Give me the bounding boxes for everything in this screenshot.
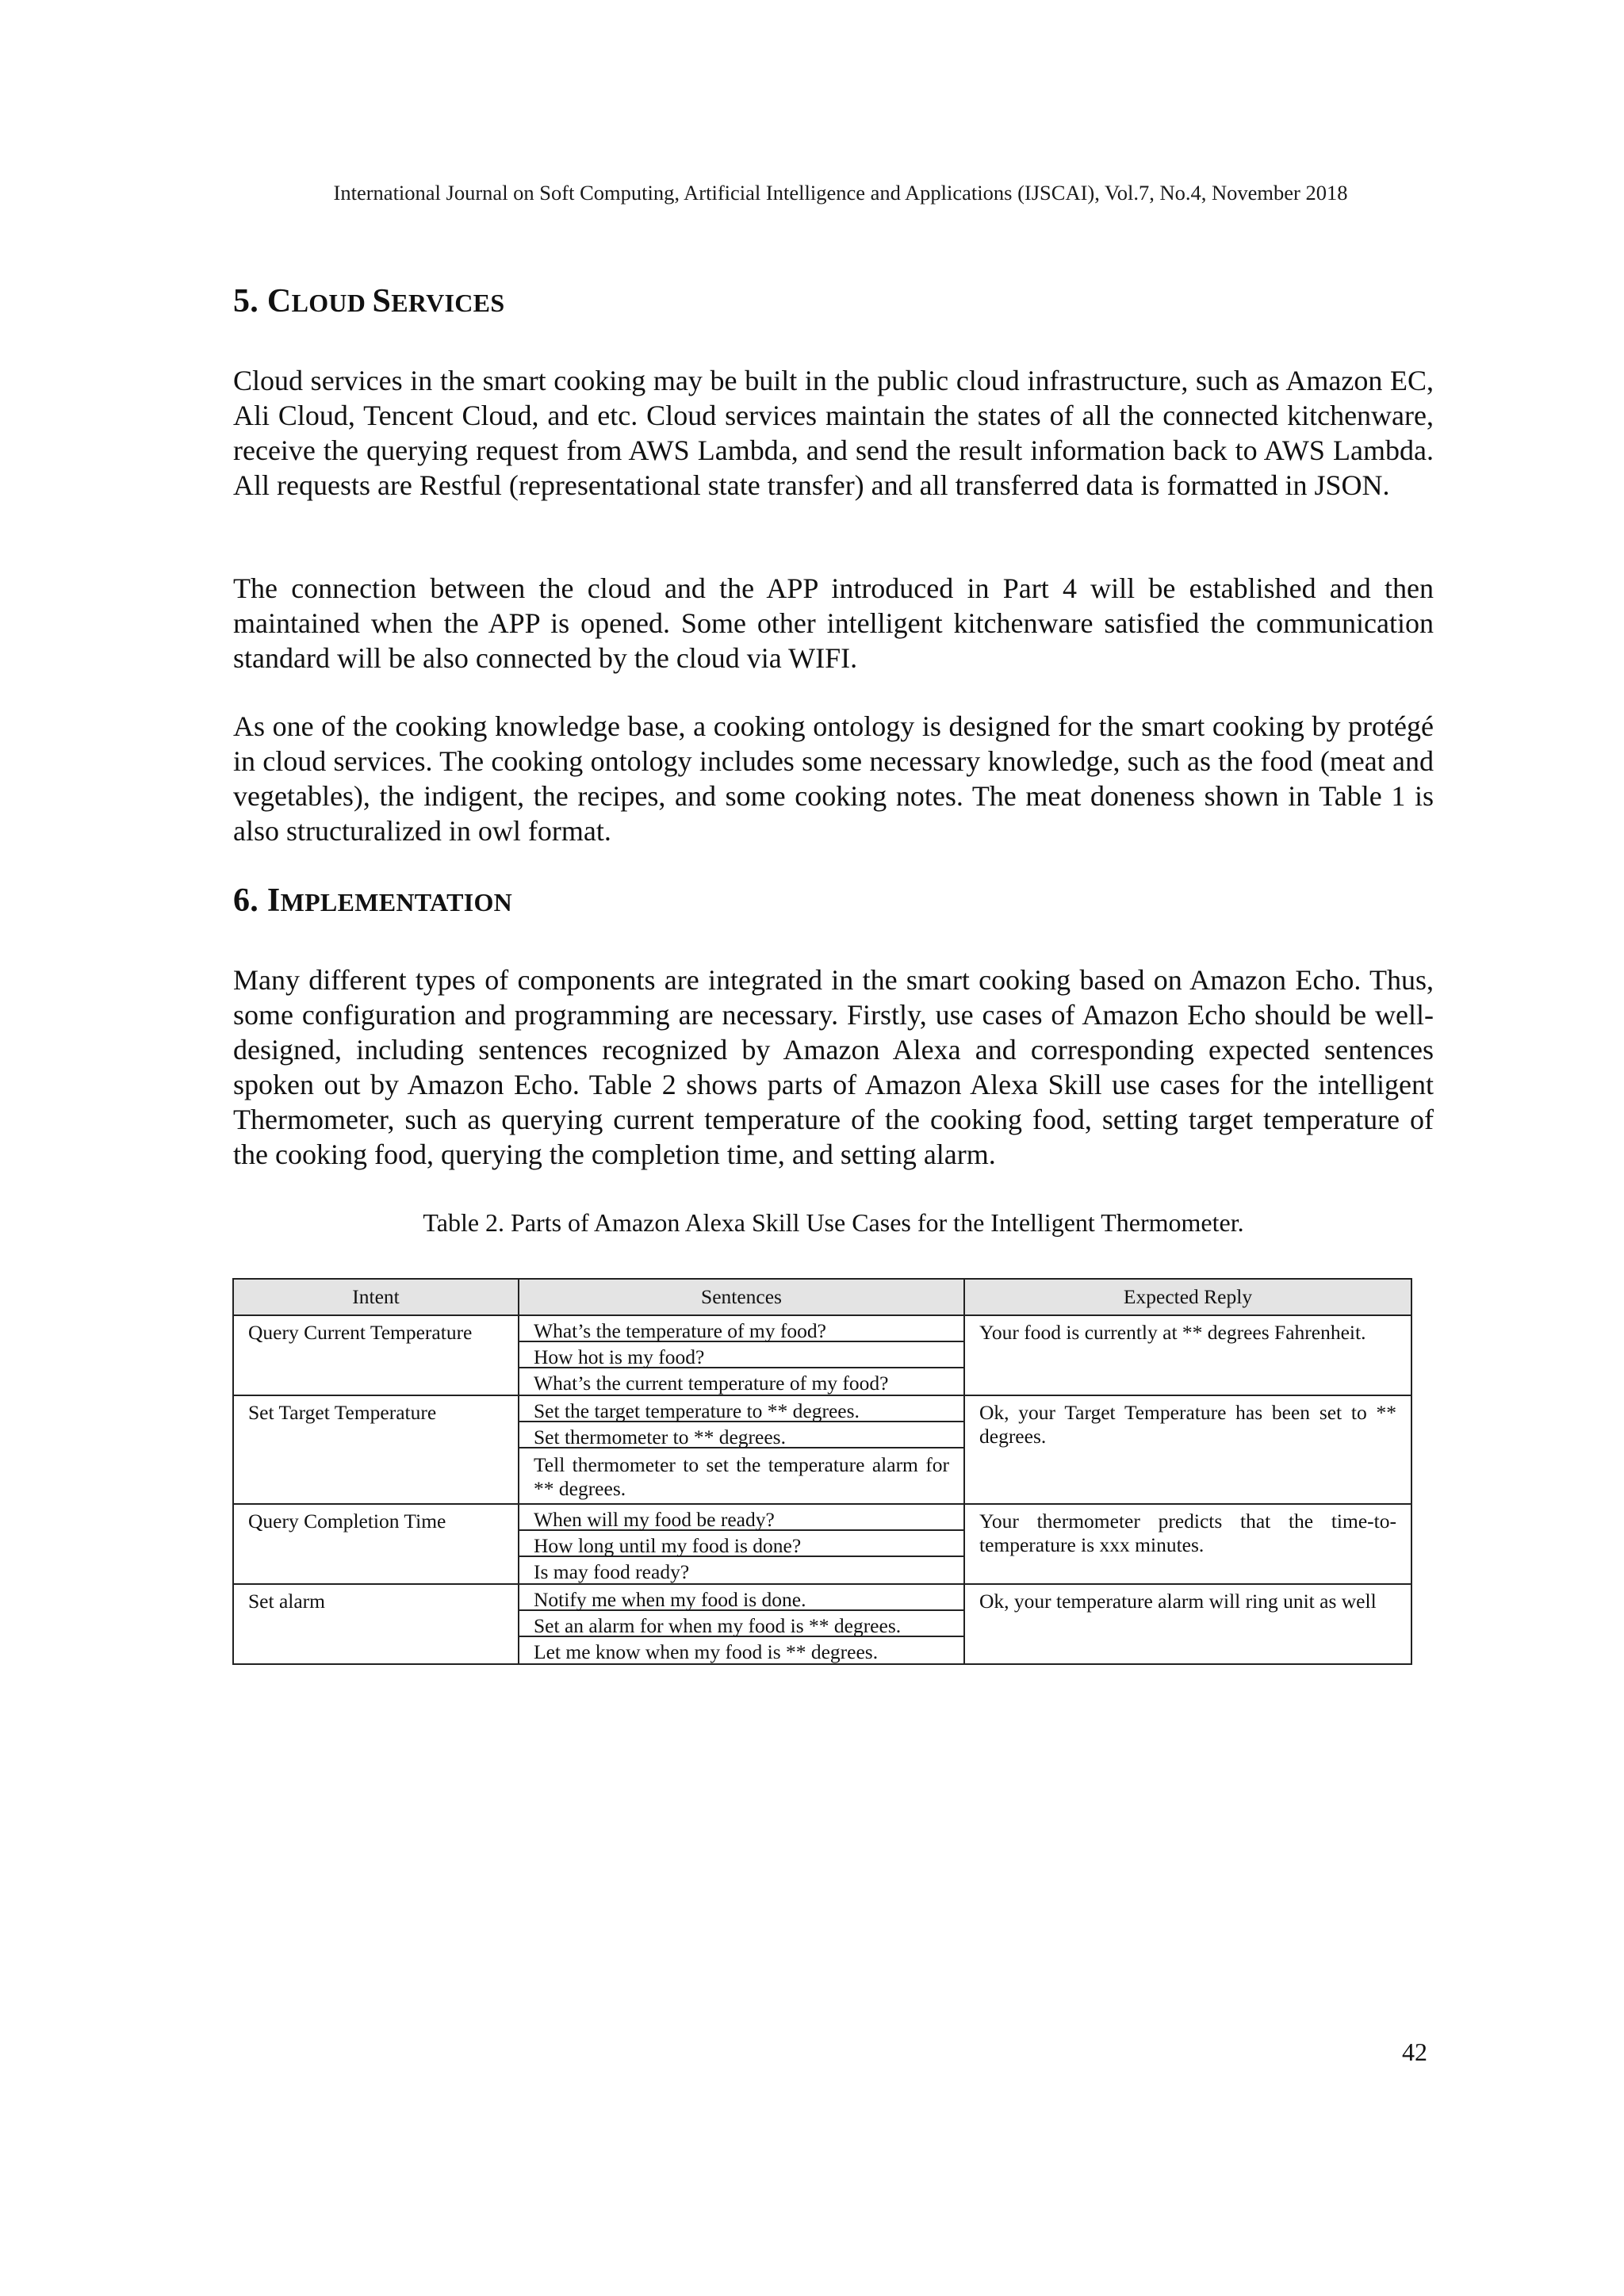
intent-cell: [233, 1315, 519, 1395]
intent-cell: [233, 1504, 519, 1584]
reply-text: Ok, your temperature alarm will ring unit as well: [979, 1590, 1377, 1613]
running-header: International Journal on Soft Computing, Artificial Intelligence and Applications (IJSCAI), Vol.7, No.4, November 2018: [333, 181, 1348, 205]
sentences-cell: [519, 1315, 964, 1395]
section-6-title-cap1: I: [266, 882, 281, 919]
sentence-item: Set an alarm for when my food is ** degrees.: [519, 1611, 963, 1637]
reply-cell: [964, 1315, 1411, 1395]
reply-text: Ok, your Target Temperature has been set to ** degrees.: [979, 1401, 1396, 1448]
intent-cell: [233, 1395, 519, 1504]
intent-text: Query Completion Time: [248, 1510, 446, 1533]
reply-text: Your food is currently at ** degrees Fahrenheit.: [979, 1321, 1366, 1344]
page-number: 42: [1402, 2038, 1427, 2066]
table-2-caption: Table 2. Parts of Amazon Alexa Skill Use Cases for the Intelligent Thermometer.: [423, 1208, 1244, 1237]
header-sentences: Sentences: [519, 1279, 964, 1315]
header-expected-reply: Expected Reply: [964, 1279, 1411, 1315]
sentence-item: Notify me when my food is done.: [519, 1585, 963, 1611]
header-intent: Intent: [233, 1279, 519, 1315]
sentence-item: Set the target temperature to ** degrees.: [519, 1396, 963, 1422]
section-5-title-rest2: ERVICES: [391, 289, 505, 317]
section-5-paragraph-2: The connection between the cloud and the APP introduced in Part 4 will be established and then maintained when the APP is opened. Some other intelligent kitchenware satisfied the communication standard will be also connected by the cloud via WIFI.: [233, 572, 1434, 674]
sentence-item: Let me know when my food is ** degrees.: [534, 1640, 879, 1663]
section-6-paragraph-1: Many different types of components are integrated in the smart cooking based on Amazon Echo. Thus, some configuration and programming are necessary. Firstly, use cases of Amazon Echo should be well-designed, including sentences recognized by Amazon Alexa and corresponding expected sentences spoken out by Amazon Echo. Table 2 shows parts of Amazon Alexa Skill use cases for the intelligent Thermometer, such as querying current temperature of the cooking food, setting target temperature of the cooking food, querying the completion time, and setting alarm.: [233, 964, 1434, 1170]
intent-text: Set Target Temperature: [248, 1401, 437, 1424]
reply-cell: [964, 1584, 1411, 1664]
reply-cell: [964, 1395, 1411, 1504]
section-6-number: 6.: [233, 882, 259, 919]
section-5-heading: [233, 282, 504, 320]
section-5-title-cap1: C: [266, 283, 292, 320]
sentence-item: How hot is my food?: [519, 1342, 963, 1368]
sentences-cell: [519, 1584, 964, 1664]
sentences-cell: [519, 1504, 964, 1584]
table-row: [233, 1315, 1411, 1395]
section-5-paragraph-3: As one of the cooking knowledge base, a cooking ontology is designed for the smart cooking by protégé in cloud services. The cooking ontology includes some necessary knowledge, such as the food (meat and vegetables), the indigent, the recipes, and some cooking notes. The meat doneness shown in Table 1 is also structuralized in owl format.: [233, 710, 1434, 847]
table-header-row: [233, 1279, 1411, 1315]
section-5-title-cap2: S: [372, 283, 392, 320]
reply-cell: [964, 1504, 1411, 1584]
table-row: [233, 1504, 1411, 1584]
sentence-item: What’s the temperature of my food?: [519, 1316, 963, 1342]
sentence-item: Is may food ready?: [534, 1560, 690, 1583]
section-6-title-rest1: MPLEMENTATION: [280, 888, 513, 916]
sentences-cell: [519, 1395, 964, 1504]
sentence-item: Set thermometer to ** degrees.: [519, 1422, 963, 1448]
section-5-number: 5.: [233, 283, 259, 320]
sentence-item: What’s the current temperature of my food?: [534, 1372, 889, 1395]
use-case-table: [232, 1278, 1412, 1665]
section-5-title-rest1: LOUD: [291, 289, 373, 317]
intent-text: Query Current Temperature: [248, 1321, 473, 1344]
sentence-item: Tell thermometer to set the temperature alarm for ** degrees.: [534, 1453, 949, 1500]
intent-text: Set alarm: [248, 1590, 326, 1613]
intent-cell: [233, 1584, 519, 1664]
reply-text: Your thermometer predicts that the time-to-temperature is xxx minutes.: [979, 1510, 1396, 1556]
section-5-paragraph-1: Cloud services in the smart cooking may be built in the public cloud infrastructure, such as Amazon EC, Ali Cloud, Tencent Cloud, and etc. Cloud services maintain the states of all the connected kitchenware, receive the querying request from AWS Lambda, and send the result information back to AWS Lambda. All requests are Restful (representational state transfer) and all transferred data is formatted in JSON.: [233, 365, 1434, 501]
section-6-heading: [233, 882, 512, 920]
table-row: [233, 1584, 1411, 1664]
sentence-item: How long until my food is done?: [519, 1531, 963, 1557]
sentence-item: When will my food be ready?: [519, 1505, 963, 1531]
table-row: [233, 1395, 1411, 1504]
